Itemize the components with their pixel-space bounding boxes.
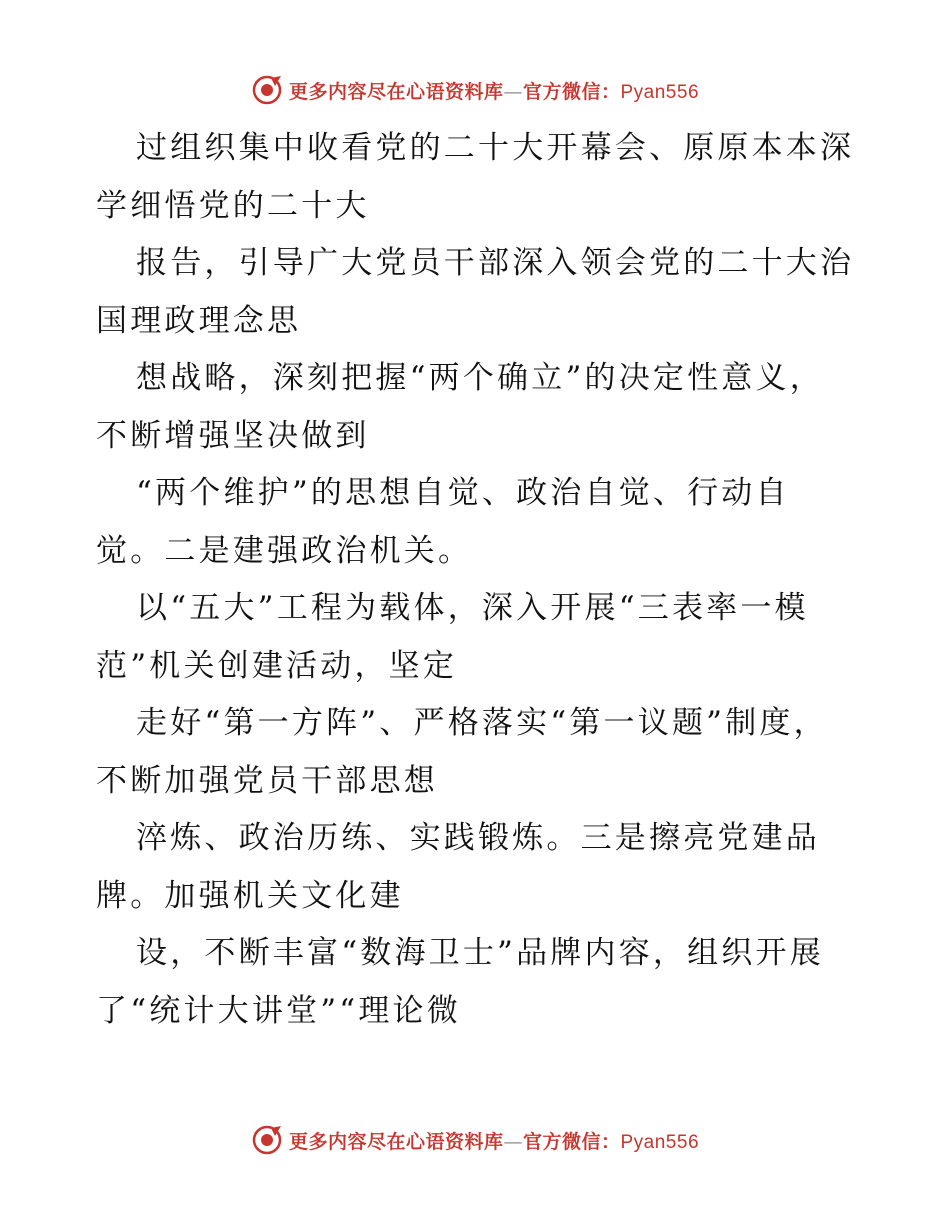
paragraph-1: 过组织集中收看党的二十大开幕会、原原本本深学细悟党的二十大 [96, 130, 855, 224]
brand-logo-icon [251, 1124, 283, 1156]
paragraph-6: 走好“第一方阵”、严格落实“第一议题”制度，不断加强党员干部思想 [96, 705, 828, 799]
paragraph-5: 以“五大”工程为载体，深入开展“三表率一模范”机关创建活动，坚定 [96, 590, 809, 684]
paragraph-4: “两个维护”的思想自觉、政治自觉、行动自觉。二是建强政治机关。 [96, 475, 790, 569]
footer-watermark-banner [0, 1120, 950, 1160]
header-banner-text [289, 77, 699, 104]
document-body [96, 120, 856, 1040]
banner-wechat-id: Pyan556 [620, 1131, 700, 1153]
banner-main-text: 更多内容尽在心语资料库 [288, 80, 504, 103]
header-watermark-banner [0, 70, 950, 110]
banner-separator: — [503, 1130, 523, 1153]
paragraph-2: 报告，引导广大党员干部深入领会党的二十大治国理政理念思 [96, 245, 855, 339]
banner-label: 官方微信： [522, 1130, 621, 1153]
banner-label: 官方微信： [522, 80, 621, 103]
banner-separator: — [503, 80, 523, 103]
footer-banner-text [289, 1127, 699, 1154]
banner-main-text: 更多内容尽在心语资料库 [288, 1130, 504, 1153]
banner-wechat-id: Pyan556 [620, 81, 700, 103]
paragraph-7: 淬炼、政治历练、实践锻炼。三是擦亮党建品牌。加强机关文化建 [96, 820, 820, 914]
brand-logo-icon [251, 74, 283, 106]
paragraph-3: 想战略，深刻把握“两个确立”的决定性意义，不断增强坚决做到 [96, 360, 824, 454]
paragraph-8: 设，不断丰富“数海卫士”品牌内容，组织开展了“统计大讲堂”“理论微 [96, 935, 824, 1029]
